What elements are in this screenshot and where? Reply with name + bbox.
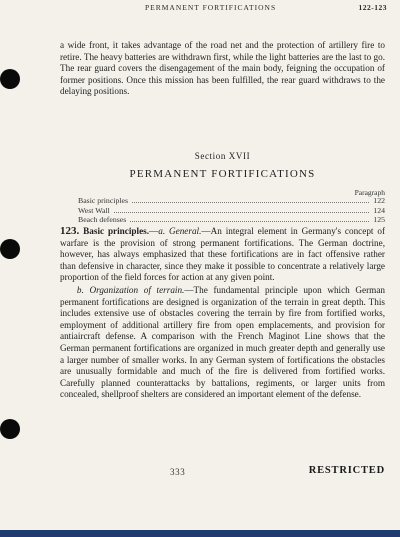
toc-leader [132, 196, 369, 203]
subparagraph-a-text: —An integral element in Germany's concept of warfare is the provision of strong permanent fortifications. The German doctrine, however, has always emphasized that these fortifications are in fact offensive rather than defensive in character, since they make it possible to concentrate a relatively large proportion of the field forces for action at any given point. [60, 226, 386, 283]
continued-paragraph: a wide front, it takes advantage of the road net and the protection of artillery fire to retire. The heavy batteries are withdrawn first, while the light batteries are the last to go. The rear guard covers the disengagement of the main body, feigning the occupation of former positions. Once this mission has been fulfilled, the rear guard withdraws to the delaying positions. [60, 40, 385, 97]
page-range: 122-123 [358, 3, 387, 12]
scan-border [0, 530, 400, 537]
table-of-contents [78, 196, 385, 225]
toc-entry [78, 215, 385, 225]
toc-entry-page: 125 [373, 215, 385, 225]
subparagraph-b-label: b. Organization of terrain. [76, 285, 185, 295]
classification-marking: RESTRICTED [308, 465, 385, 476]
toc-entry-label: Basic principles [78, 196, 129, 205]
binder-hole [0, 69, 20, 89]
toc-entry [78, 206, 385, 216]
section-number: Section XVII [194, 151, 251, 161]
toc-column-header: Paragraph [354, 188, 385, 197]
toc-entry-page: 124 [373, 205, 385, 215]
toc-entry-label: Beach defenses [78, 215, 127, 225]
paragraph-heading: Basic principles. [83, 226, 150, 236]
binder-hole [0, 419, 20, 439]
running-title: PERMANENT FORTIFICATIONS [145, 3, 277, 12]
toc-leader [130, 215, 369, 222]
page-number: 333 [170, 467, 186, 477]
toc-leader [114, 206, 370, 213]
subparagraph-a-label: a. General. [158, 226, 202, 236]
paragraph-number: 123. [60, 225, 80, 237]
binder-hole [0, 239, 20, 259]
subparagraph-b-text: —The fundamental principle upon which German permanent fortifications are designed is organization of the terrain in great depth. This includes extensive use of obstacles covering the terrain by fire from fortified works, employment of additional artillery fire from open emplacements, and provision for antiaircraft defense. A comparison with the French Maginot Line shows that the German permanent fortifications are organized in much greater depth and generally use a larger number of smaller works. In any German system of fortifications the obstacles are unusually formidable and much of the fire is delivered from fortified works. Carefully planned counterattacks by battalions, regiments, or larger units from concealed, shellproof shelters are considered an important element of the defense. [60, 285, 386, 400]
toc-entry-page: 122 [373, 196, 385, 205]
section-title: PERMANENT FORTIFICATIONS [129, 168, 316, 180]
paragraph-123-b [60, 285, 385, 401]
paragraph-123-a: 123. Basic principles.—a. General.—An integral element in Germany's concept of warfare is the provision of strong permanent fortifications. The German doctrine, however, has always emphasized that these fortifications are in fact offensive rather than defensive in character, since they make it possible to concentrate a relatively large proportion of the field forces for action at any given point. [60, 225, 386, 283]
toc-entry-label: West Wall [78, 205, 110, 215]
toc-entry [78, 196, 385, 206]
